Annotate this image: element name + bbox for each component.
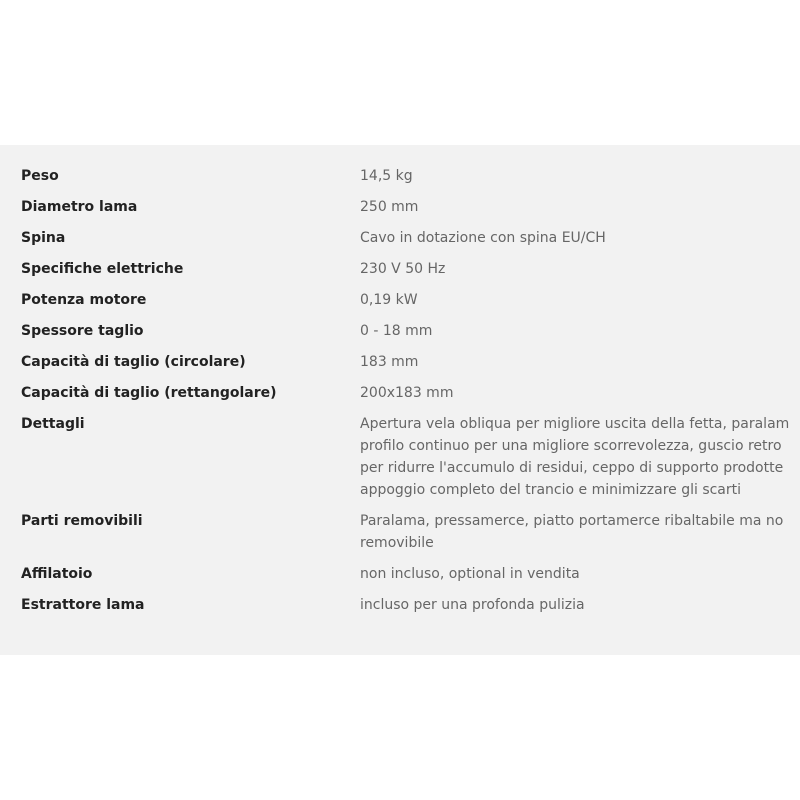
spec-label: Capacità di taglio (circolare) xyxy=(21,354,246,370)
spec-value: Cavo in dotazione con spina EU/CH xyxy=(360,230,606,246)
specs-panel xyxy=(0,145,800,655)
spec-row-potenza-motore xyxy=(21,289,800,311)
spec-row-capacita-rettangolare xyxy=(21,382,800,404)
spec-label: Spina xyxy=(21,230,66,246)
spec-label: Spessore taglio xyxy=(21,323,144,339)
spec-row-capacita-circolare xyxy=(21,351,800,373)
spec-value: 0 - 18 mm xyxy=(360,323,433,339)
spec-row-dettagli xyxy=(21,413,800,501)
spec-value: incluso per una profonda pulizia xyxy=(360,597,585,613)
spec-label: Potenza motore xyxy=(21,292,147,308)
spec-row-specifiche-elettriche xyxy=(21,258,800,280)
spec-label: Dettagli xyxy=(21,416,85,432)
spec-value: 0,19 kW xyxy=(360,292,418,308)
spec-row-spina xyxy=(21,227,800,249)
spec-label: Estrattore lama xyxy=(21,597,145,613)
spec-value: Apertura vela obliqua per migliore uscita della fetta, paralam profilo continuo per una migliore scorrevolezza, guscio retro per ridurre l'accumulo di residui, ceppo di supporto prodotte appoggio completo del trancio e minimizzare gli scarti xyxy=(360,416,790,498)
spec-row-parti-removibili xyxy=(21,510,800,554)
spec-value: 250 mm xyxy=(360,199,419,215)
spec-row-affilatoio xyxy=(21,563,800,585)
spec-label: Peso xyxy=(21,168,59,184)
spec-row-peso xyxy=(21,165,800,187)
spec-value: non incluso, optional in vendita xyxy=(360,566,580,582)
spec-row-spessore-taglio xyxy=(21,320,800,342)
spec-row-diametro-lama xyxy=(21,196,800,218)
spec-row-estrattore-lama xyxy=(21,594,800,616)
spec-value: 230 V 50 Hz xyxy=(360,261,446,277)
spec-label: Capacità di taglio (rettangolare) xyxy=(21,385,277,401)
spec-value: 200x183 mm xyxy=(360,385,454,401)
spec-value: 14,5 kg xyxy=(360,168,413,184)
spec-label: Parti removibili xyxy=(21,513,143,529)
spec-label: Specifiche elettriche xyxy=(21,261,184,277)
spec-value: 183 mm xyxy=(360,354,419,370)
specs-table xyxy=(21,165,800,625)
spec-value: Paralama, pressamerce, piatto portamerce ribaltabile ma no removibile xyxy=(360,513,784,551)
spec-label: Affilatoio xyxy=(21,566,93,582)
spec-label: Diametro lama xyxy=(21,199,138,215)
